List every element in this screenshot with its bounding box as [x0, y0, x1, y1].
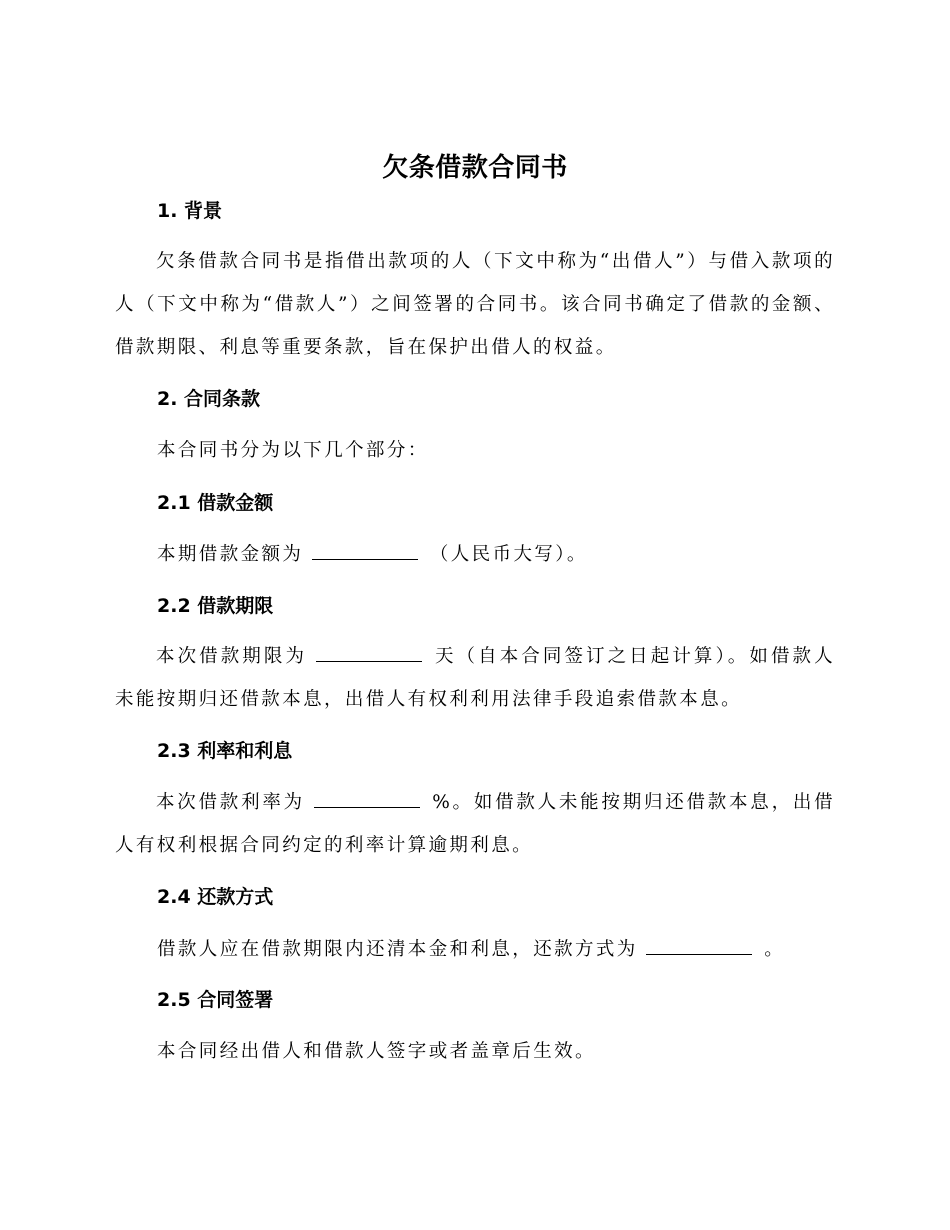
interest-text-after: %。如借款人未能按期归还借款本息，出借人有权利根据合同约定的利率计算逾期利息。 [115, 792, 836, 856]
background-paragraph: 欠条借款合同书是指借出款项的人（下文中称为“出借人”）与借入款项的人（下文中称为“借款人”）之间签署的合同书。该合同书确定了借款的金额、借款期限、利息等重要条款，旨在保护出借人的权益。 [115, 251, 835, 358]
section-heading-interest: 2.3 利率和利息 [157, 740, 293, 762]
amount-line [157, 541, 588, 568]
section-heading-period: 2.2 借款期限 [157, 595, 274, 617]
repayment-line [157, 936, 785, 963]
repayment-text-before: 借款人应在借款期限内还清本金和利息，还款方式为 [157, 939, 638, 960]
period-text-after: 天（自本合同签订之日起计算）。如借款人未能按期归还借款本息，出借人有权利利用法律手段追索借款本息。 [115, 646, 836, 710]
section-heading-repayment: 2.4 还款方式 [157, 886, 274, 908]
amount-blank-field[interactable] [312, 541, 418, 560]
repayment-blank-field[interactable] [646, 936, 752, 955]
section-heading-signing: 2.5 合同签署 [157, 989, 274, 1011]
interest-blank-field[interactable] [314, 789, 420, 808]
interest-text-before: 本次借款利率为 [156, 792, 305, 813]
amount-text-after: （人民币大写）。 [429, 544, 588, 565]
section-heading-background: 1. 背景 [157, 200, 223, 222]
terms-intro: 本合同书分为以下几个部分： [157, 440, 429, 461]
section-heading-terms: 2. 合同条款 [157, 388, 261, 410]
signing-paragraph: 本合同经出借人和借款人签字或者盖章后生效。 [157, 1041, 596, 1062]
interest-paragraph [115, 781, 835, 867]
document-title: 欠条借款合同书 [382, 153, 568, 183]
amount-text-before: 本期借款金额为 [157, 544, 304, 565]
period-blank-field[interactable] [316, 643, 422, 662]
repayment-text-after: 。 [764, 939, 786, 960]
period-paragraph [115, 635, 835, 721]
section-heading-amount: 2.1 借款金额 [157, 492, 274, 514]
period-text-before: 本次借款期限为 [156, 646, 308, 667]
